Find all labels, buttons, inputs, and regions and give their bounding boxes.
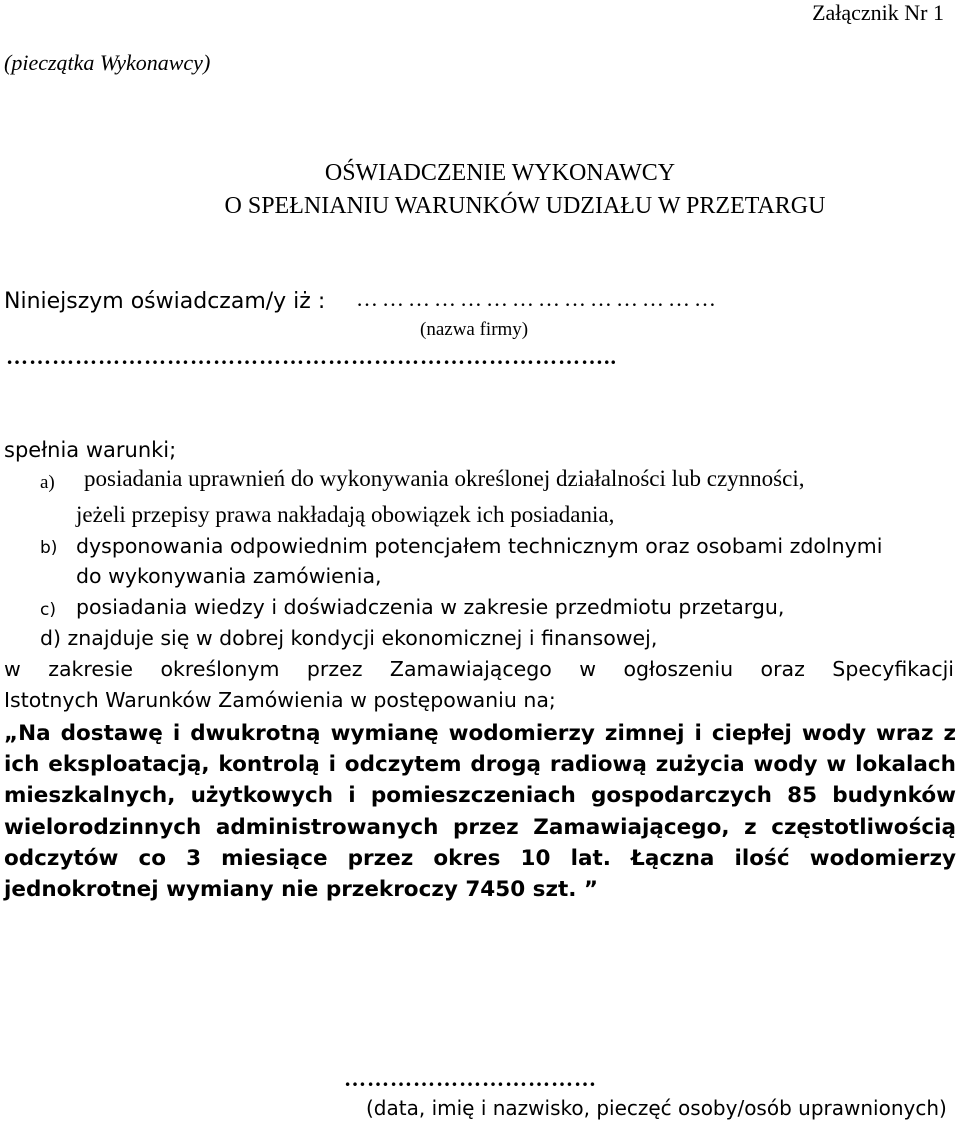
contractor-stamp-label: (pieczątka Wykonawcy) [4, 50, 211, 75]
condition-a-line2: jeżeli przepisy prawa nakładają obowiązek ich posiadania, [76, 502, 615, 527]
scope-line1: w zakresie określonym przez Zamawiającego w ogłoszeniu oraz Specyfikacji [4, 657, 954, 681]
condition-b-marker: b) [40, 538, 58, 558]
condition-d-line1: d) znajduje się w dobrej kondycji ekonomicznej i finansowej, [40, 626, 658, 650]
signature-caption: (data, imię i nazwisko, pieczęć osoby/osób uprawnionych) [366, 1096, 947, 1120]
firm-name-caption: (nazwa firmy) [420, 319, 529, 340]
declaration-intro: Niniejszym oświadczam/y iż : [4, 289, 326, 314]
conditions-lead: spełnia warunki; [4, 438, 177, 462]
signature-dotted-line: …………………………… [344, 1066, 597, 1091]
continuation-dotted-line: …………………………………………………………………….. [6, 344, 617, 369]
document-subtitle: O SPEŁNIANIU WARUNKÓW UDZIAŁU W PRZETARGU [224, 193, 826, 219]
document-title: OŚWIADCZENIE WYKONAWCY [324, 160, 676, 186]
condition-c-marker: c) [40, 600, 56, 620]
condition-b-line2: do wykonywania zamówienia, [76, 564, 382, 588]
condition-c-line1: posiadania wiedzy i doświadczenia w zakresie przedmiotu przetargu, [76, 595, 785, 619]
firm-name-dotted-line: …………………………………… [356, 286, 720, 311]
condition-b-line1: dysponowania odpowiednim potencjałem technicznym oraz osobami zdolnymi [76, 534, 883, 558]
scope-line2: Istotnych Warunków Zamówienia w postępowaniu na; [4, 688, 556, 712]
condition-a-marker: a) [40, 472, 55, 493]
tender-subject-paragraph: „Na dostawę i dwukrotną wymianę wodomierzy zimnej i ciepłej wody wraz z ich eksploatacją, kontrolą i odczytem drogą radiową zużycia wody w lokalach mieszkalnych, użytkowych i pomieszczeniach gospodarczych 85 budynków wielorodzinnych administrowanych przez Zamawiającego, z częstotliwością odczytów co 3 miesiące przez okres 10 lat. Łączna ilość wodomierzy jednokrotnej wymiany nie przekroczy 7450 szt. ” [4, 721, 956, 903]
annex-label: Załącznik Nr 1 [812, 0, 944, 25]
condition-a-line1: posiadania uprawnień do wykonywania określonej działalności lub czynności, [84, 466, 805, 491]
